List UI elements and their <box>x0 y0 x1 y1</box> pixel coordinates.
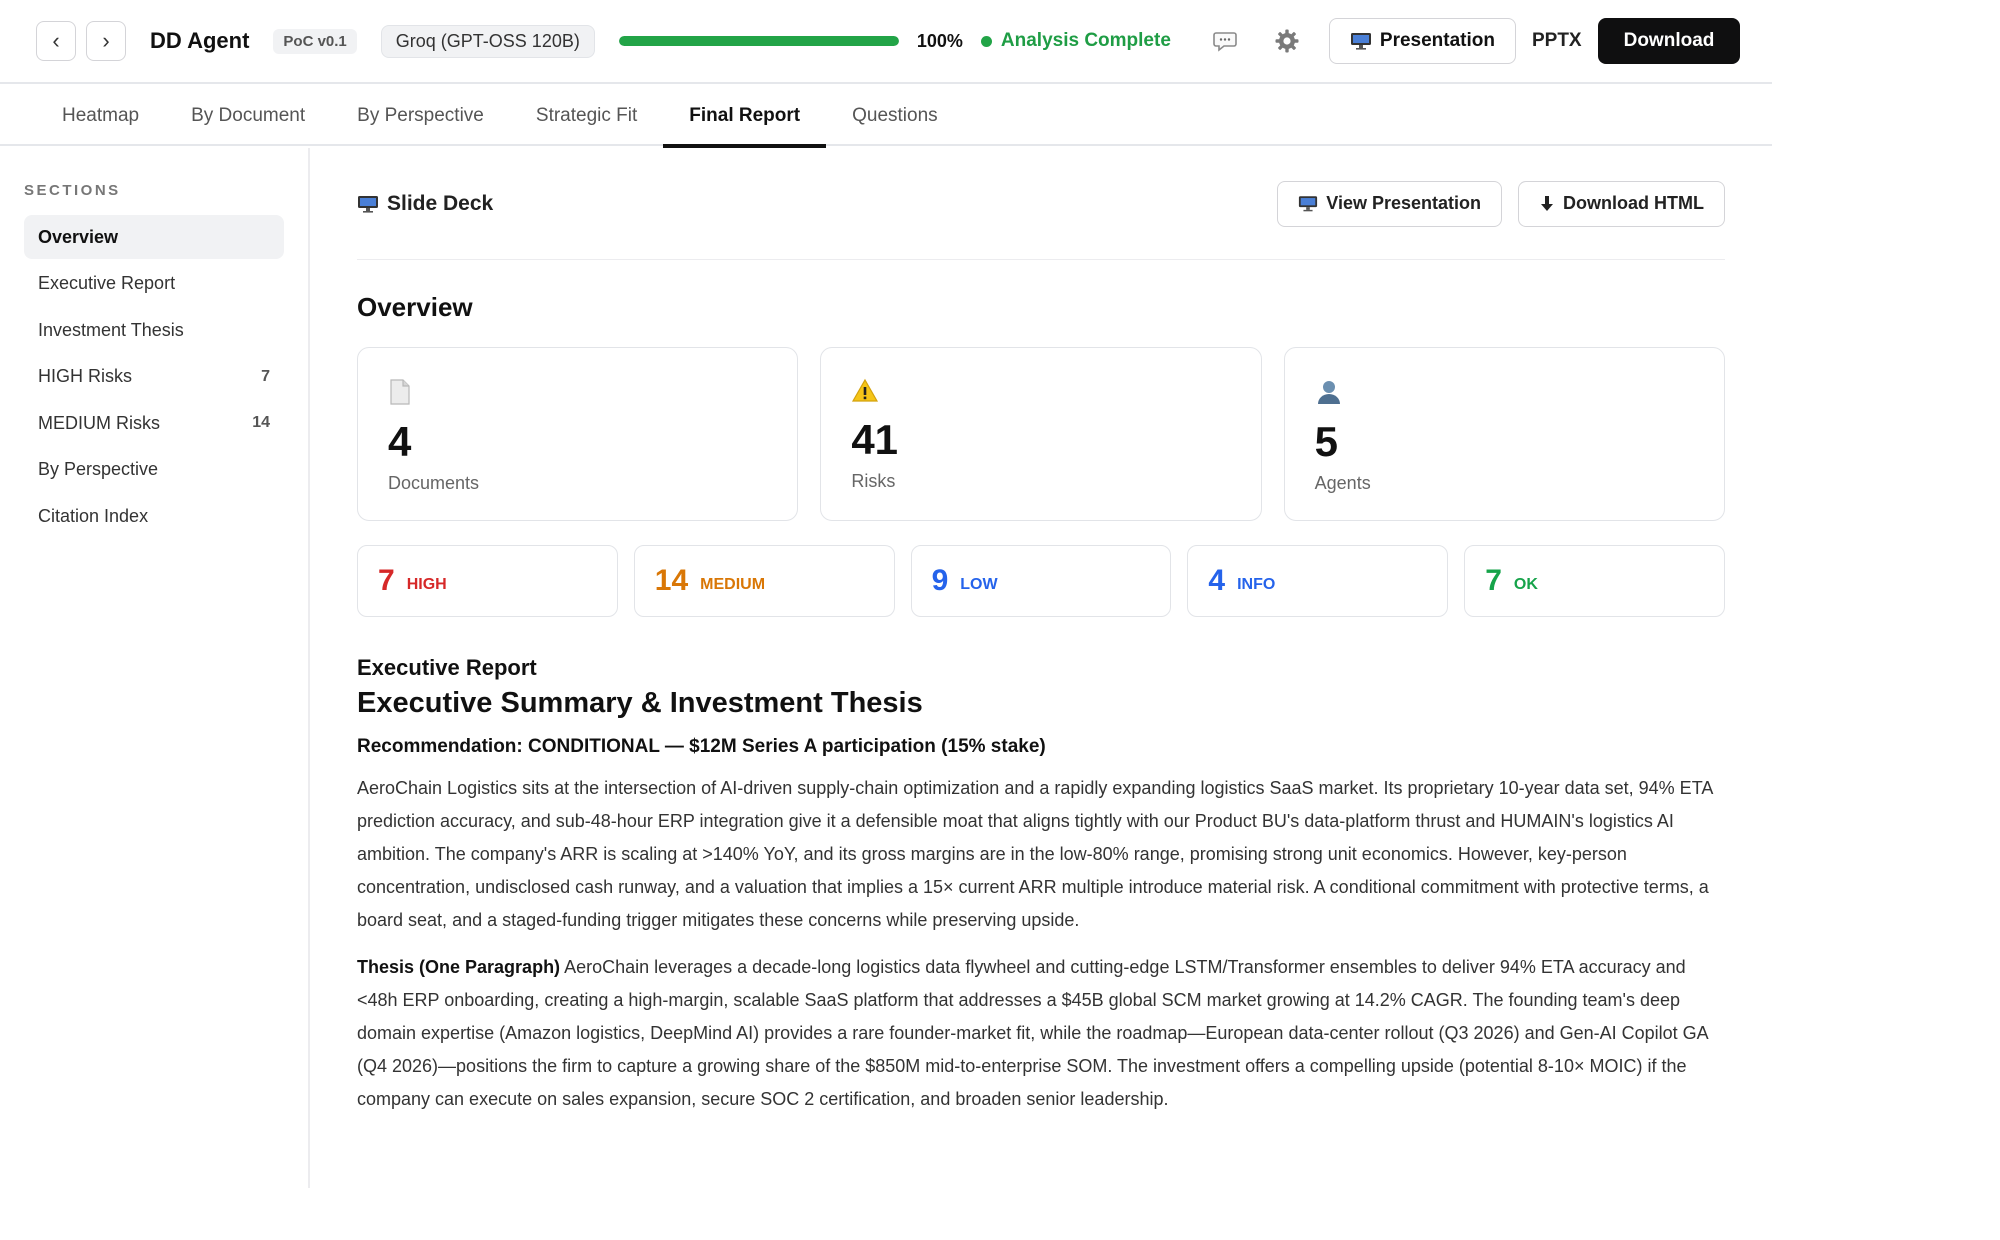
tab-questions[interactable]: Questions <box>852 105 938 126</box>
severity-card-ok <box>1464 545 1725 617</box>
slide-deck-actions <box>1261 181 1725 227</box>
monitor-icon <box>357 195 379 213</box>
severity-count: 7 <box>378 564 395 597</box>
status-dot <box>981 36 992 47</box>
tab-by-document[interactable]: By Document <box>191 105 306 126</box>
warning-icon <box>851 378 879 404</box>
thesis-text: AeroChain leverages a decade-long logistics data flywheel and cutting-edge LSTM/Transformer ensembles to deliver 94% ETA accuracy and <48h ERP onboarding, creating a high-margin, scalable SaaS platform that addresses a $45B global SCM market growing at 14.2% CAGR. The founding team's deep domain expertise (Amazon logistics, DeepMind AI) provides a rare founder-market fit, while the roadmap—European data-center rollout (Q3 2026) and Gen-AI Copilot GA (Q4 2026)—positions the firm to capture a growing share of the $850M mid-to-enterprise SOM. The investment offers a compelling upside (potential 8-10× MOIC) if the company can execute on sales expansion, secure SOC 2 certification, and broaden senior leadership. <box>357 957 1708 1109</box>
tab-by-perspective[interactable]: By Perspective <box>357 105 484 126</box>
download-html-label: Download HTML <box>1563 193 1704 213</box>
top-bar <box>0 0 1772 84</box>
severity-label: OK <box>1513 576 1538 593</box>
summary-paragraph: AeroChain Logistics sits at the intersection of AI-driven supply-chain optimization and a rapidly expanding logistics SaaS market. Its proprietary 10-year data set, 94% ETA prediction accuracy, and sub-48-hour ERP integration give it a defensible moat that aligns tightly with our Product BU's data-platform thrust and HUMAIN's logistics AI ambition. The company's ARR is scaling at >140% YoY, and its gross margins are in the low-80% range, promising strong unit economics. However, key-person concentration, undisclosed cash runway, and a valuation that implies a 15× current ARR multiple introduce material risk. A conditional commitment with protective terms, a board seat, and a staged-funding trigger mitigates these concerns while preserving upside. <box>357 778 1713 930</box>
sidebar-item-investment-thesis[interactable] <box>24 308 284 352</box>
stat-label: Documents <box>388 473 480 494</box>
gear-icon <box>1274 28 1300 54</box>
download-arrow-icon <box>1539 195 1555 213</box>
stat-card-risks <box>820 347 1261 521</box>
presentation-button[interactable] <box>1329 18 1516 64</box>
stat-card-agents <box>1284 347 1725 521</box>
severity-label: INFO <box>1237 576 1276 593</box>
version-badge: PoC v0.1 <box>273 29 356 54</box>
settings-button[interactable] <box>1267 21 1307 61</box>
sidebar-heading: SECTIONS <box>24 182 121 199</box>
sidebar-item-count: 7 <box>261 367 270 385</box>
thesis-label: Thesis (One Paragraph) <box>357 957 561 977</box>
executive-report-heading: Executive Report <box>357 655 537 680</box>
overview-stats <box>357 347 1725 521</box>
view-presentation-button[interactable] <box>1277 181 1502 227</box>
stat-value: 4 <box>388 418 412 465</box>
chat-button[interactable] <box>1205 21 1245 61</box>
overview-heading: Overview <box>357 292 473 322</box>
severity-label: MEDIUM <box>700 576 766 593</box>
sidebar-item-label: Overview <box>38 226 119 247</box>
severity-card-high <box>357 545 618 617</box>
user-icon <box>1315 378 1343 406</box>
stat-label: Risks <box>851 471 896 492</box>
severity-label: HIGH <box>406 576 447 593</box>
severity-summary <box>357 545 1725 617</box>
document-icon <box>388 378 412 406</box>
severity-count: 9 <box>931 564 949 597</box>
analysis-status: Analysis Complete <box>1000 30 1171 51</box>
forward-button[interactable] <box>86 21 126 61</box>
monitor-icon <box>1350 32 1372 50</box>
progress-bar-fill <box>619 36 899 46</box>
sidebar-item-count: 14 <box>252 414 270 431</box>
download-html-button[interactable] <box>1518 181 1725 227</box>
sidebar-item-label: Citation Index <box>38 505 149 526</box>
sidebar-item-overview[interactable] <box>24 215 284 259</box>
chevron-left-icon: ‹ <box>52 28 60 53</box>
sidebar-item-label: Executive Report <box>38 273 176 293</box>
sidebar-item-label: MEDIUM Risks <box>38 412 160 433</box>
presentation-label: Presentation <box>1379 30 1495 51</box>
thesis-paragraph <box>357 951 1725 1116</box>
tab-bar <box>0 86 1772 146</box>
chevron-right-icon: › <box>102 28 110 53</box>
sidebar-item-by-perspective[interactable] <box>24 448 284 492</box>
slide-deck-title <box>357 192 493 216</box>
model-selector[interactable]: Groq (GPT-OSS 120B) <box>381 25 595 58</box>
severity-count: 14 <box>654 564 689 597</box>
severity-card-medium <box>634 545 895 617</box>
tab-strategic-fit[interactable]: Strategic Fit <box>535 105 638 126</box>
severity-count: 7 <box>1485 564 1502 597</box>
tab-final-report[interactable]: Final Report <box>663 86 826 146</box>
stat-label: Agents <box>1314 473 1371 494</box>
severity-label: LOW <box>960 576 998 593</box>
back-button[interactable] <box>36 21 76 61</box>
download-button[interactable]: Download <box>1598 18 1741 64</box>
slide-deck-bar <box>357 148 1725 260</box>
severity-card-low <box>911 545 1172 617</box>
sidebar-item-label: HIGH Risks <box>38 366 132 386</box>
slide-deck-label: Slide Deck <box>387 191 494 215</box>
severity-count: 4 <box>1208 564 1226 597</box>
chat-bubble-icon <box>1212 28 1238 54</box>
main-content <box>357 148 1725 1116</box>
sidebar-item-medium-risks[interactable] <box>24 401 284 445</box>
sidebar-item-executive-report[interactable] <box>24 262 284 306</box>
sidebar-item-label: Investment Thesis <box>38 319 184 340</box>
monitor-icon <box>1298 195 1318 212</box>
sidebar-item-citation-index[interactable] <box>24 494 284 538</box>
sections-sidebar <box>0 148 310 1188</box>
stat-value: 5 <box>1314 418 1339 465</box>
recommendation: Recommendation: CONDITIONAL — $12M Series A participation (15% stake) <box>357 736 1046 757</box>
app-title: DD Agent <box>150 28 250 53</box>
report-title: Executive Summary & Investment Thesis <box>357 687 923 719</box>
progress-percent: 100% <box>916 30 963 51</box>
view-presentation-label: View Presentation <box>1326 193 1482 213</box>
sidebar-item-label: By Perspective <box>38 459 159 479</box>
sidebar-item-high-risks[interactable] <box>24 355 284 399</box>
pptx-button[interactable]: PPTX <box>1531 30 1582 51</box>
tab-heatmap[interactable]: Heatmap <box>62 105 140 126</box>
progress-bar <box>619 36 899 46</box>
stat-card-documents <box>357 347 798 521</box>
severity-card-info <box>1187 545 1448 617</box>
stat-value: 41 <box>851 416 899 463</box>
